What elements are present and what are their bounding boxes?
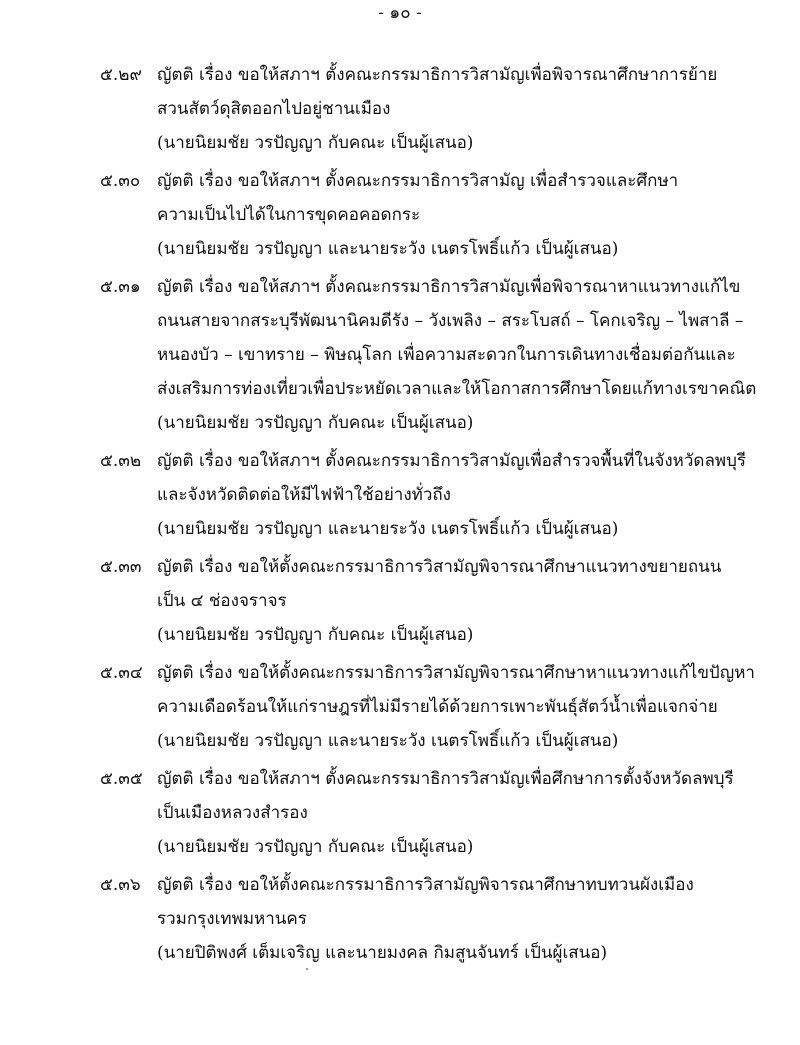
motion-proposer: (นายนิยมชัย วรปัญญา กับคณะ เป็นผู้เสนอ): [157, 413, 474, 433]
motion-line: ญัตติ เรื่อง ขอให้สภาฯ ตั้งคณะกรรมาธิการวิสามัญเพื่อศึกษาการตั้งจังหวัดลพบุรี: [157, 769, 734, 789]
motion-item: [0, 762, 800, 864]
page-number: - ๑๐ -: [378, 3, 422, 23]
motion-item: [0, 164, 800, 266]
motion-item: [0, 550, 800, 652]
motion-proposer: (นายนิยมชัย วรปัญญา กับคณะ เป็นผู้เสนอ): [157, 837, 474, 857]
motion-line: ญัตติ เรื่อง ขอให้ตั้งคณะกรรมาธิการวิสามัญพิจารณาศึกษาทบทวนผังเมือง: [157, 875, 694, 895]
motion-proposer: (นายนิยมชัย วรปัญญา กับคณะ เป็นผู้เสนอ): [157, 133, 474, 153]
motion-line: และจังหวัดติดต่อให้มีไฟฟ้าใช้อย่างทั่วถึง: [157, 485, 451, 505]
motion-text: [157, 762, 734, 830]
motion-line: ญัตติ เรื่อง ขอให้ตั้งคณะกรรมาธิการวิสามัญพิจารณาศึกษาแนวทางขยายถนน: [157, 557, 722, 577]
motion-number: ๕.๓๓: [100, 557, 142, 577]
motion-proposer: (นายนิยมชัย วรปัญญา กับคณะ เป็นผู้เสนอ): [157, 625, 474, 645]
motion-line: ความเป็นไปได้ในการขุดคอคอดกระ: [157, 205, 421, 225]
motion-text: [157, 58, 718, 126]
motion-text: [157, 270, 757, 406]
motion-line: รวมกรุงเทพมหานคร: [157, 909, 307, 929]
motion-line: ญัตติ เรื่อง ขอให้สภาฯ ตั้งคณะกรรมาธิการวิสามัญเพื่อพิจารณาศึกษาการย้าย: [157, 65, 718, 85]
motion-list: [0, 58, 800, 974]
motion-proposer: (นายนิยมชัย วรปัญญา และนายระวัง เนตรโพธิ์แก้ว เป็นผู้เสนอ): [157, 519, 619, 539]
motion-text: [157, 550, 722, 618]
motion-line: ความเดือดร้อนให้แก่ราษฎรที่ไม่มีรายได้ด้วยการเพาะพันธุ์สัตว์น้ำเพื่อแจกจ่าย: [157, 697, 718, 717]
motion-line: สวนสัตว์ดุสิตออกไปอยู่ชานเมือง: [157, 99, 391, 119]
motion-number: ๕.๓๕: [100, 769, 143, 789]
motion-item: [0, 656, 800, 758]
motion-number: ๕.๓๑: [100, 277, 141, 297]
scan-speck: [306, 968, 308, 970]
motion-proposer: (นายนิยมชัย วรปัญญา และนายระวัง เนตรโพธิ์แก้ว เป็นผู้เสนอ): [157, 731, 619, 751]
motion-text: [157, 164, 697, 232]
motion-item: [0, 868, 800, 970]
motion-proposer: (นายปิติพงศ์ เต็มเจริญ และนายมงคล กิมสูนจันทร์ เป็นผู้เสนอ): [157, 943, 608, 963]
motion-number: ๕.๓๐: [100, 171, 141, 191]
motion-line: เป็นเมืองหลวงสำรอง: [157, 803, 308, 823]
motion-number: ๕.๒๙: [100, 65, 142, 85]
motion-item: [0, 444, 800, 546]
motion-line: หนองบัว – เขาทราย – พิษณุโลก เพื่อความสะดวกในการเดินทางเชื่อมต่อกันและ: [157, 345, 736, 365]
motion-line: ญัตติ เรื่อง ขอให้ตั้งคณะกรรมาธิการวิสามัญพิจารณาศึกษาหาแนวทางแก้ไขปัญหา: [157, 663, 755, 683]
motion-proposer: (นายนิยมชัย วรปัญญา และนายระวัง เนตรโพธิ์แก้ว เป็นผู้เสนอ): [157, 239, 619, 259]
motion-line: ถนนสายจากสระบุรีพัฒนานิคมดีรัง – วังเพลิง – สระโบสถ์ – โคกเจริญ – ไพสาลี –: [157, 311, 744, 331]
motion-number: ๕.๓๔: [100, 663, 143, 683]
motion-line: ญัตติ เรื่อง ขอให้สภาฯ ตั้งคณะกรรมาธิการวิสามัญเพื่อสำรวจพื้นที่ในจังหวัดลพบุรี: [157, 451, 747, 471]
motion-text: [157, 444, 747, 512]
motion-text: [157, 868, 697, 936]
motion-line: เป็น ๔ ช่องจราจร: [157, 591, 287, 611]
motion-item: [0, 58, 800, 160]
motion-item: [0, 270, 800, 440]
motion-line: ส่งเสริมการท่องเที่ยวเพื่อประหยัดเวลาและให้โอกาสการศึกษาโดยแก้ทางเรขาคณิต: [157, 379, 757, 399]
motion-line: ญัตติ เรื่อง ขอให้สภาฯ ตั้งคณะกรรมาธิการวิสามัญ เพื่อสำรวจและศึกษา: [157, 171, 679, 191]
motion-line: ญัตติ เรื่อง ขอให้สภาฯ ตั้งคณะกรรมาธิการวิสามัญเพื่อพิจารณาหาแนวทางแก้ไข: [157, 277, 741, 297]
motion-number: ๕.๓๖: [100, 875, 141, 895]
motion-number: ๕.๓๒: [100, 451, 142, 471]
motion-text: [157, 656, 755, 724]
